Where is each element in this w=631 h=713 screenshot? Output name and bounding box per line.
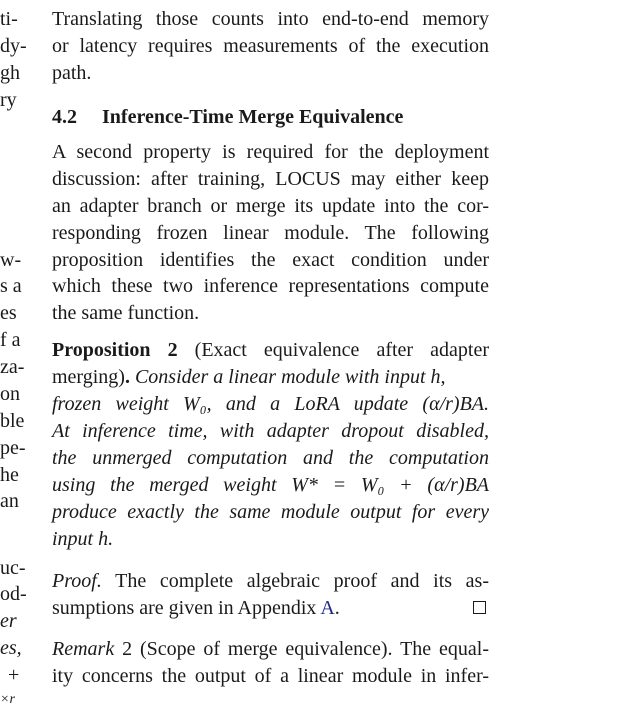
left-column-fragment: za- [0, 356, 25, 378]
body-text-line: an adapter branch or merge its update into the cor- [52, 195, 489, 217]
left-column-fragment: ti- [0, 8, 18, 30]
left-column-fragment: on [0, 383, 20, 405]
body-text-line: the same function. [52, 302, 200, 324]
left-column-fragment: ble [0, 410, 25, 432]
left-column-fragment: gh [0, 62, 20, 84]
proposition-statement: At inference time, with adapter dropout disabled, [52, 420, 489, 442]
left-column-fragment: + [8, 664, 20, 686]
proof-text: sumptions are given in Appendix [52, 597, 317, 619]
left-column-fragment: es, [0, 637, 22, 659]
proposition-label: Proposition 2 [52, 339, 178, 361]
body-text-line: A second property is required for the deployment [52, 141, 489, 163]
proposition-line: merging). Consider a linear module with input h, [52, 366, 446, 388]
proof-line [52, 595, 489, 622]
proposition-statement: input h. [52, 528, 114, 550]
left-column-fragment: uc- [0, 557, 26, 579]
body-text-line: discussion: after training, LOCUS may either keep [52, 168, 489, 190]
body-text-line: or latency requires measurements of the execution [52, 35, 489, 57]
proposition-line [52, 337, 489, 364]
remark-line [52, 636, 489, 663]
left-column-fragment: dy- [0, 35, 27, 57]
proposition-title: (Exact equivalence after adapter [194, 339, 489, 361]
proposition-statement: produce exactly the same module output for every [52, 501, 489, 523]
left-column-fragment: es [0, 302, 17, 324]
remark-text: ity concerns the output of a linear module in infer- [52, 665, 489, 687]
left-column-fragment: od- [0, 583, 27, 605]
proposition-title: merging) [52, 366, 125, 388]
section-title: Inference-Time Merge Equivalence [102, 106, 404, 128]
proposition-statement: the unmerged computation and the computation [52, 447, 489, 469]
proof-line [52, 568, 489, 595]
left-column-fragment: s a [0, 275, 22, 297]
section-heading [52, 104, 403, 131]
body-text-line: responding frozen linear module. The following [52, 222, 489, 244]
qed-square-icon [473, 601, 486, 614]
proof-label: Proof. [52, 570, 102, 592]
body-text-line: path. [52, 62, 92, 84]
left-column-fragment: an [0, 490, 19, 512]
remark-text: The equal- [400, 638, 489, 660]
left-column-fragment: ry [0, 89, 17, 111]
body-text-line: proposition identifies the exact condition under [52, 249, 489, 271]
remark-title: (Scope of merge equivalence). [139, 638, 393, 660]
proposition-statement: frozen weight W₀, and a LoRA update (α/r)BA. [52, 393, 489, 415]
proposition-statement: Consider a linear module with input h, [134, 366, 446, 388]
left-column-fragment: he [0, 464, 19, 486]
proof-text: The complete algebraic proof and its as- [115, 570, 490, 592]
left-column-fragment: pe- [0, 437, 26, 459]
body-text-line: Translating those counts into end-to-end memory [52, 8, 489, 30]
remark-number: 2 [122, 638, 133, 660]
left-column-fragment: er [0, 610, 17, 632]
body-text-line: which these two inference representations compute [52, 275, 489, 297]
left-column-fragment: ×r [0, 692, 15, 707]
proof-text: . [334, 597, 340, 619]
left-column-fragment: f a [0, 329, 21, 351]
appendix-link[interactable]: A [320, 597, 335, 619]
section-number: 4.2 [52, 106, 77, 128]
remark-label: Remark [52, 638, 115, 660]
left-column-fragment: w- [0, 249, 22, 271]
proposition-statement: using the merged weight W* = W₀ + (α/r)BA [52, 474, 489, 496]
